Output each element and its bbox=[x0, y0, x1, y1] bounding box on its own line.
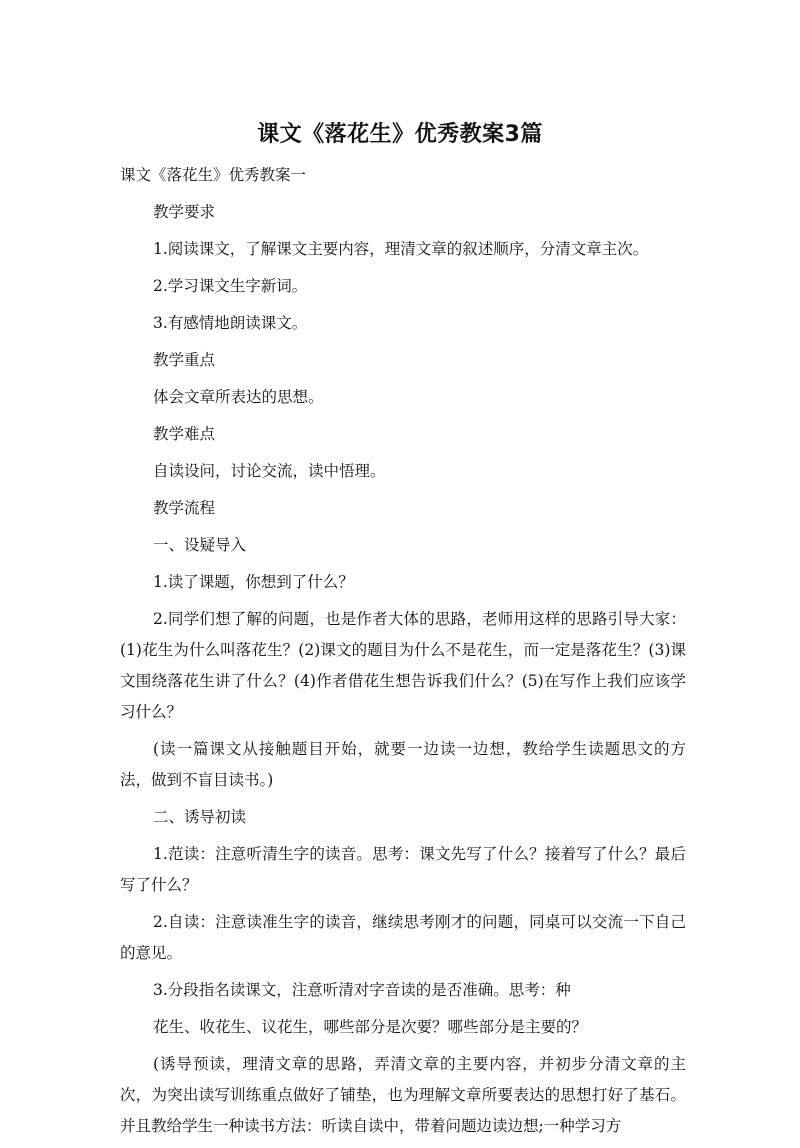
step-heading: 一、设疑导入 bbox=[153, 536, 247, 554]
section-heading: 课文《落花生》优秀教案一 bbox=[120, 166, 307, 184]
subheading-teaching-flow: 教学流程 bbox=[153, 499, 216, 517]
subheading-difficulties: 教学难点 bbox=[153, 425, 216, 443]
paragraph: (读一篇课文从接触题目开始，就要一边读一边想，教给学生读题思文的方法，做到不盲目读书。) bbox=[120, 740, 686, 789]
paragraph: 2.学习课文生字新词。 bbox=[153, 277, 308, 295]
paragraph: 3.有感情地朗读课文。 bbox=[153, 314, 308, 332]
paragraph: 3.分段指名读课文，注意听清对字音读的是否准确。思考：种 bbox=[153, 981, 571, 999]
document-title: 课文《落花生》优秀教案3篇 bbox=[257, 122, 543, 147]
paragraph: 1.读了课题，你想到了什么？ bbox=[153, 573, 354, 591]
paragraph: 2.同学们想了解的问题，也是作者大体的思路，老师用这样的思路引导大家：(1)花生为什么叫落花生？(2)课文的题目为什么不是花生，而一定是落花生？(3)课文围绕落花生讲了什么？(4)作者借花生想告诉我们什么？(5)在写作上我们应该学习什么？ bbox=[120, 610, 686, 721]
paragraph: 体会文章所表达的思想。 bbox=[153, 388, 324, 406]
paragraph: (诱导预读，理清文章的思路，弄清文章的主要内容，并初步分清文章的主次，为突出读写训练重点做好了铺垫，也为理解文章所要表达的思想打好了基石。并且教给学生一种读书方法：听读自读中，带着问题边读边想;一种学习方 bbox=[120, 1055, 686, 1135]
paragraph: 1.阅读课文，了解课文主要内容，理清文章的叙述顺序，分清文章主次。 bbox=[153, 240, 649, 258]
paragraph: 花生、收花生、议花生，哪些部分是次要？哪些部分是主要的？ bbox=[153, 1018, 588, 1036]
subheading-key-points: 教学重点 bbox=[153, 351, 216, 369]
paragraph: 自读设问，讨论交流，读中悟理。 bbox=[153, 462, 386, 480]
document-body bbox=[120, 160, 686, 1148]
paragraph: 2.自读：注意读准生字的读音，继续思考刚才的问题，同桌可以交流一下自己的意见。 bbox=[120, 913, 686, 962]
step-heading: 二、诱导初读 bbox=[153, 808, 247, 826]
subheading-teaching-requirements: 教学要求 bbox=[153, 203, 216, 221]
paragraph: 1.范读：注意听清生字的读音。思考：课文先写了什么？接着写了什么？最后写了什么？ bbox=[120, 845, 686, 894]
